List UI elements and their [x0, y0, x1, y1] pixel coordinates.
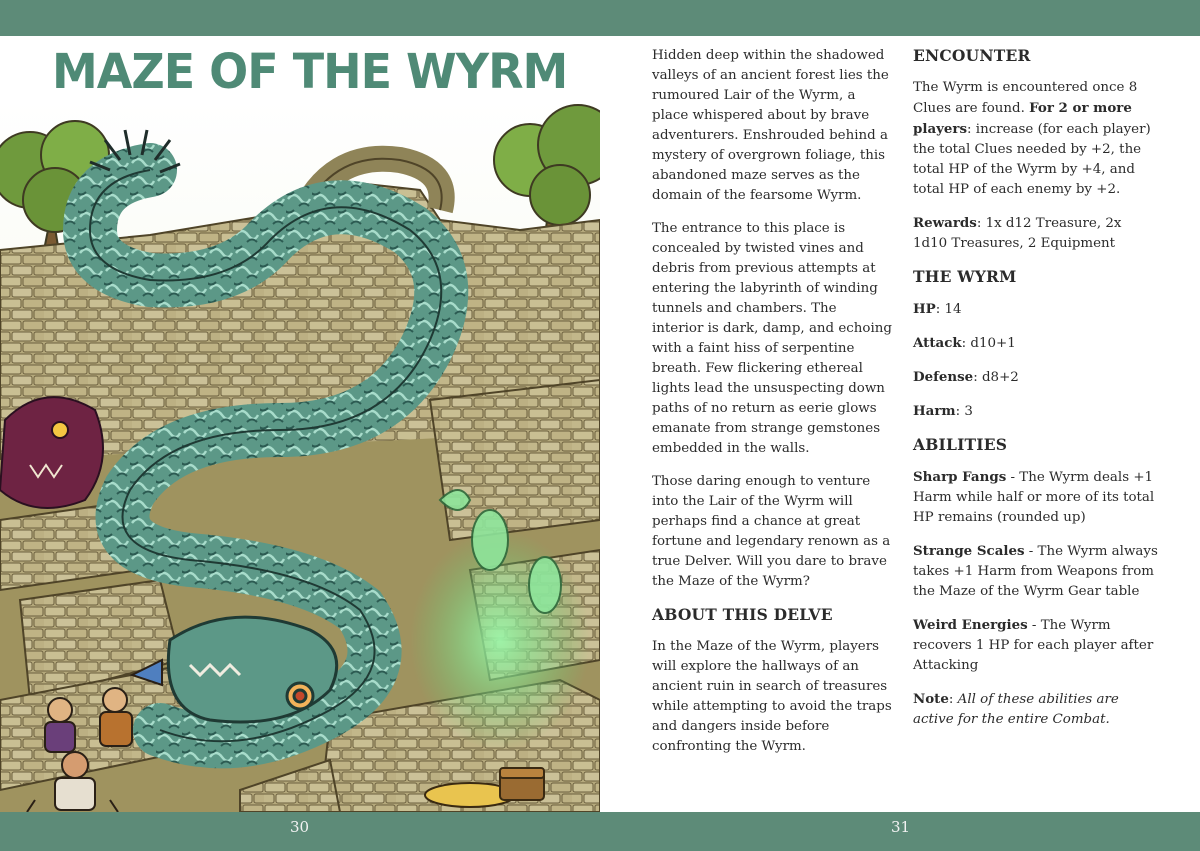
top-band	[0, 0, 1200, 36]
rewards-line	[913, 213, 1158, 254]
stat-label: Attack	[913, 335, 962, 351]
intro-paragraph-1: Hidden deep within the shadowed valleys of an ancient forest lies the rumoured Lair of the Wyrm, a place whispered about by brave adventurers. Enshrouded behind a mystery of overgrown foliage, this abandoned maze serves as the domain of the fearsome Wyrm.	[652, 48, 889, 203]
encounter-bold: For 2 or more players	[913, 100, 1132, 137]
ability-text: - The Wyrm recovers 1 HP for each player after Attacking	[913, 618, 1154, 673]
about-heading: ABOUT THIS DELVE	[652, 605, 833, 624]
rules-column	[913, 46, 1158, 743]
stat-value: : 3	[955, 404, 973, 419]
page-number-left: 30	[290, 818, 310, 836]
stat-harm	[913, 401, 1158, 422]
stat-value: : d8+2	[973, 370, 1019, 385]
about-text: In the Maze of the Wyrm, players will explore the hallways of an ancient ruin in search of treasures while attempting to avoid the traps and dangers inside before confronting the Wyrm.	[652, 639, 892, 754]
stat-defense	[913, 367, 1158, 388]
ability-sharp-fangs	[913, 467, 1158, 528]
note-label: Note	[913, 691, 949, 707]
stat-value: : d10+1	[961, 336, 1016, 351]
encounter-heading: ENCOUNTER	[913, 46, 1031, 65]
note: Note: All of these abilities are active for the entire Combat.	[913, 691, 1119, 727]
stat-label: Harm	[913, 403, 956, 419]
stat-attack	[913, 333, 1158, 354]
ability-name: Sharp Fangs	[913, 469, 1007, 485]
intro-paragraph-3: Those daring enough to venture into the Lair of the Wyrm will perhaps find a chance at great fortune and legendary renown as a true Delver. Will you dare to brave the Maze of the Wyrm?	[652, 474, 891, 589]
ability-weird-energies	[913, 615, 1158, 676]
encounter-text-b: : increase (for each player) the total Clues needed by +2, the total HP of the Wyrm by +4, and total HP of each enemy by +2.	[913, 122, 1151, 197]
ability-text: - The Wyrm always takes +1 Harm from Weapons from the Maze of the Wyrm Gear table	[913, 544, 1158, 599]
wyrm-maze-illustration	[0, 100, 600, 812]
stat-label: HP	[913, 301, 936, 317]
encounter-text	[913, 78, 1158, 200]
stat-label: Defense	[913, 369, 974, 385]
stat-hp	[913, 299, 1158, 320]
abilities-heading: ABILITIES	[913, 435, 1008, 454]
wyrm-heading: THE WYRM	[913, 267, 1017, 286]
purple-creature	[0, 397, 103, 508]
rewards-text: : 1x d12 Treasure, 2x 1d10 Treasures, 2 Equipment	[913, 216, 1122, 251]
ability-name: Weird Energies	[913, 617, 1028, 633]
bottom-band	[0, 812, 1200, 851]
stat-value: : 14	[935, 302, 962, 317]
ability-name: Strange Scales	[913, 543, 1025, 559]
rewards-label: Rewards	[913, 215, 977, 231]
intro-paragraph-2: The entrance to this place is concealed by twisted vines and debris from previous attempts at entering the labyrinth of winding tunnels and chambers. The interior is dark, damp, and echoing with a faint hiss of serpentine breath. Few flickering ethereal lights lead the unsuspecting down paths of no return as eerie glows emanate from strange gemstones embedded in the walls.	[652, 221, 892, 456]
encounter-text-a: The Wyrm is encountered once 8 Clues are found.	[913, 80, 1138, 116]
page-title: MAZE OF THE WYRM	[52, 42, 568, 100]
ability-text: - The Wyrm deals +1 Harm while half or more of its total HP remains (rounded up)	[913, 470, 1155, 525]
note-text: All of these abilities are active for the entire Combat.	[913, 692, 1119, 727]
page-number-right: 31	[891, 818, 911, 836]
intro-column	[652, 46, 892, 770]
ability-strange-scales	[913, 541, 1158, 602]
